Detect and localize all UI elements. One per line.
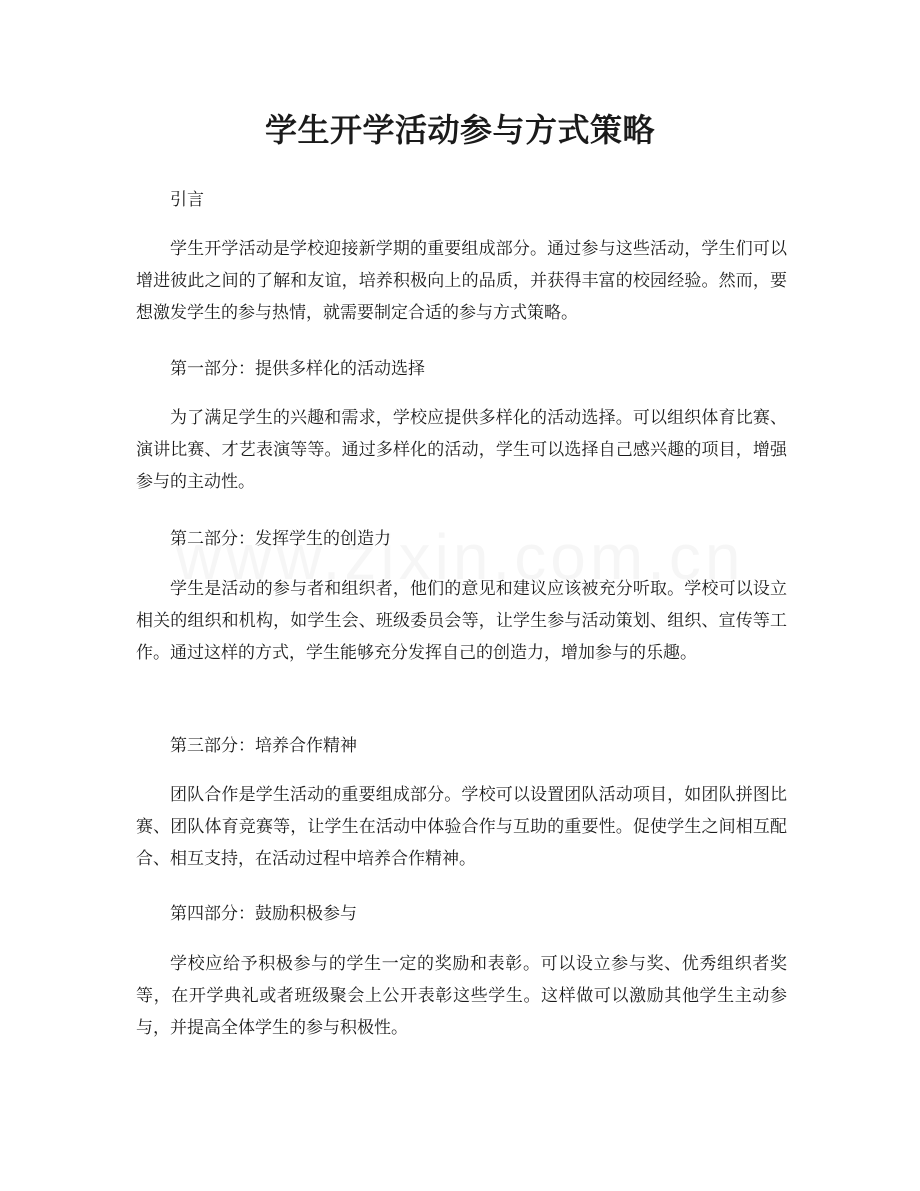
- section-heading-part-3: 第三部分：培养合作精神: [170, 736, 357, 756]
- paragraph-part-2: 学生是活动的参与者和组织者，他们的意见和建议应该被充分听取。学校可以设立相关的组织和机构，如学生会、班级委员会等，让学生参与活动策划、组织、宣传等工作。通过这样的方式，学生能够充分发挥自己的创造力，增加参与的乐趣。: [136, 579, 787, 663]
- paragraph-part-4: 学校应给予积极参与的学生一定的奖励和表彰。可以设立参与奖、优秀组织者奖等，在开学典礼或者班级聚会上公开表彰这些学生。这样做可以激励其他学生主动参与，并提高全体学生的参与积极性。: [136, 954, 787, 1038]
- section-heading-intro: 引言: [170, 190, 204, 210]
- paragraph-part-1: 为了满足学生的兴趣和需求，学校应提供多样化的活动选择。可以组织体育比赛、演讲比赛、才艺表演等等。通过多样化的活动，学生可以选择自己感兴趣的项目，增强参与的主动性。: [136, 408, 787, 492]
- section-heading-part-2: 第二部分：发挥学生的创造力: [170, 529, 391, 549]
- section-heading-part-4: 第四部分：鼓励积极参与: [170, 904, 357, 924]
- paragraph-intro: 学生开学活动是学校迎接新学期的重要组成部分。通过参与这些活动，学生们可以增进彼此之间的了解和友谊，培养积极向上的品质，并获得丰富的校园经验。然而，要想激发学生的参与热情，就需要制定合适的参与方式策略。: [136, 239, 787, 323]
- paragraph-part-3: 团队合作是学生活动的重要组成部分。学校可以设置团队活动项目，如团队拼图比赛、团队体育竞赛等，让学生在活动中体验合作与互助的重要性。促使学生之间相互配合、相互支持，在活动过程中培养合作精神。: [136, 785, 787, 869]
- section-heading-part-1: 第一部分：提供多样化的活动选择: [170, 359, 425, 379]
- page-title: 学生开学活动参与方式策略: [264, 111, 655, 149]
